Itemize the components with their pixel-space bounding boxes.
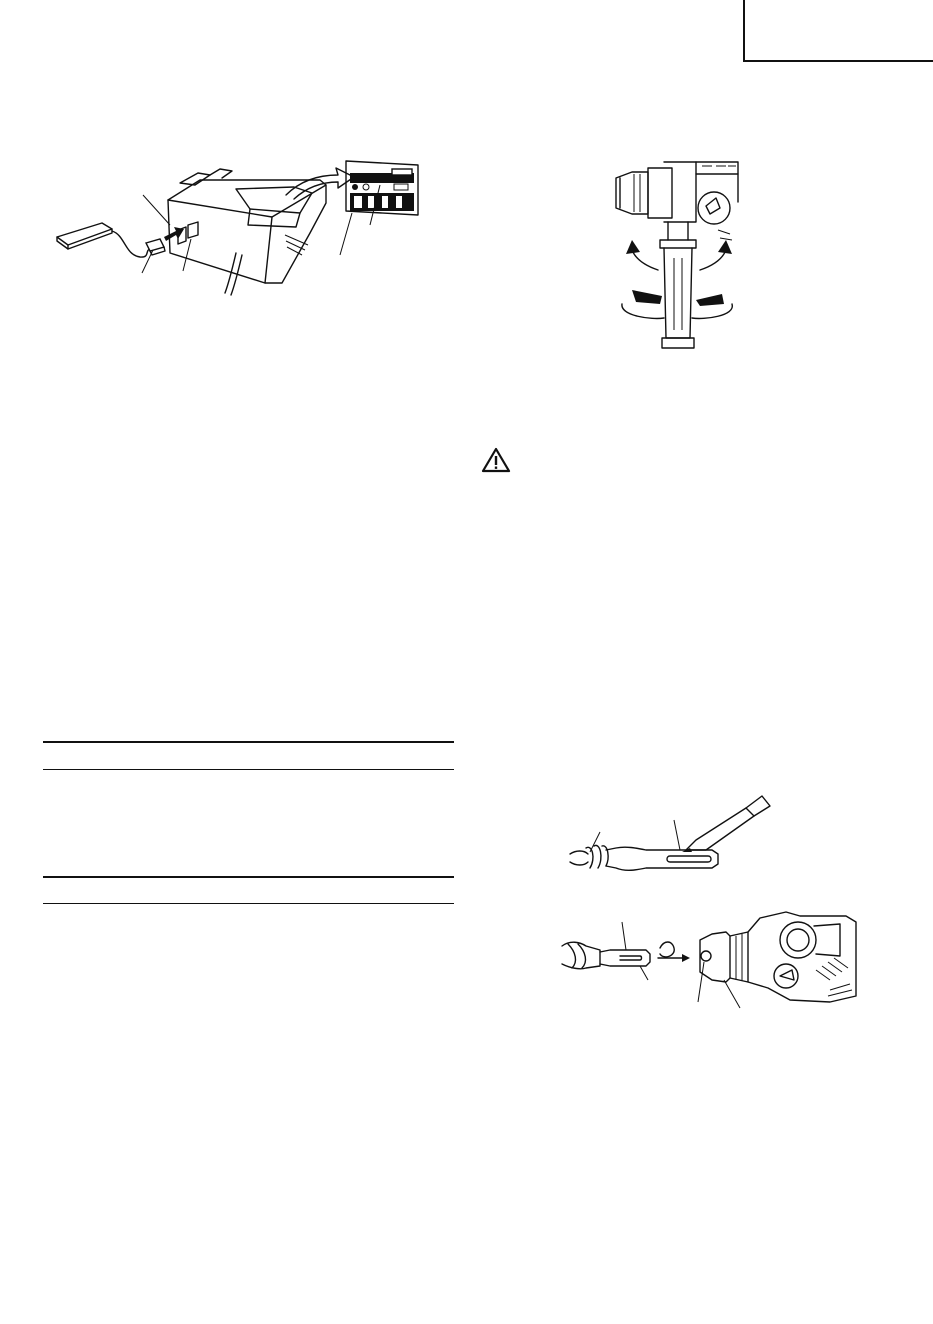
table-rule-header: [43, 769, 454, 770]
rotate-insert-arrow-icon: [660, 942, 674, 957]
grease-bit-figure: [566, 792, 776, 882]
side-handle-figure: [612, 158, 742, 358]
usb-plug: [146, 239, 165, 255]
charger-body: [168, 169, 326, 295]
table-rule-section: [43, 876, 454, 878]
rotate-right-arrow-icon: [700, 250, 726, 270]
twist-left-arrow-icon: [622, 304, 664, 318]
charger-figure: [50, 155, 430, 295]
indicator-label-panel: [346, 161, 418, 215]
bit-insertion-figure: [560, 910, 860, 1015]
table-rule-bottom: [43, 903, 454, 904]
usb-adapter: [57, 223, 150, 257]
table-rule-top: [43, 741, 454, 743]
corner-tab: [743, 0, 933, 62]
rotate-left-arrow-icon: [632, 250, 658, 270]
twist-right-arrow-icon: [692, 304, 732, 318]
warning-triangle-icon: [481, 447, 511, 473]
detail-arrow-icon: [286, 168, 354, 199]
